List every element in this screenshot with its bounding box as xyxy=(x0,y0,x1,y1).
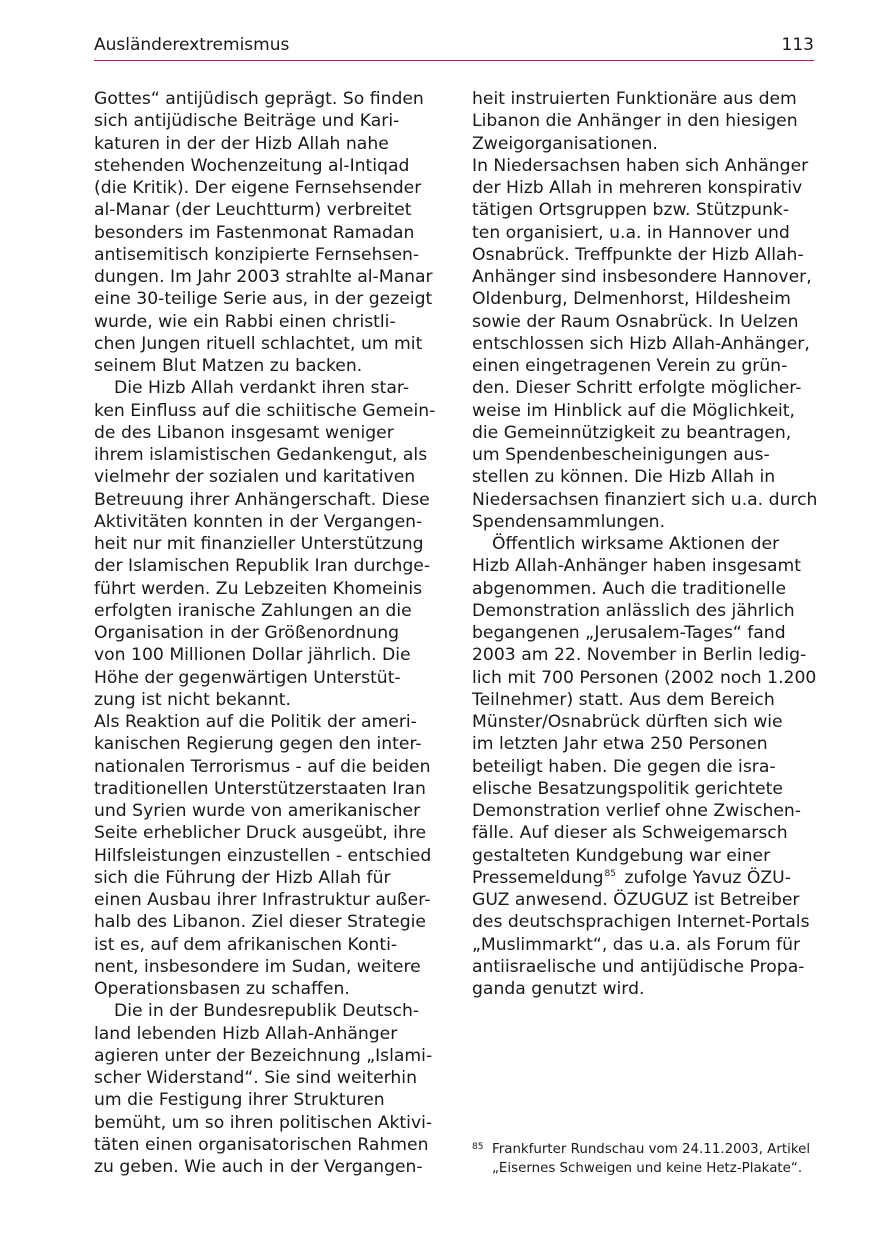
text-line: Niedersachsen finanziert sich u.a. durch xyxy=(472,489,818,510)
text-line: ist es, auf dem afrikanischen Konti- xyxy=(94,934,398,955)
text-line: de des Libanon insgesamt weniger xyxy=(94,422,394,443)
text-line: entschlossen sich Hizb Allah-Anhänger, xyxy=(472,333,810,354)
text-line: stehenden Wochenzeitung al-Intiqad xyxy=(94,155,410,176)
text-line: beteiligt haben. Die gegen die isra- xyxy=(472,756,776,777)
text-line: wurde, wie ein Rabbi einen christli- xyxy=(94,311,396,332)
text-line: al-Manar (der Leuchtturm) verbreitet xyxy=(94,200,412,221)
text-line: abgenommen. Auch die traditionelle xyxy=(472,578,787,599)
text-line: Libanon die Anhänger in den hiesigen xyxy=(472,111,798,132)
paragraph-start-line: Die Hizb Allah verdankt ihren star- xyxy=(114,378,410,399)
text-line: katuren in der der Hizb Allah nahe xyxy=(94,133,389,154)
text-line: sich die Führung der Hizb Allah für xyxy=(94,867,391,888)
text-line: der Islamischen Republik Iran durchge- xyxy=(94,556,431,577)
text-line: scher Widerstand“. Sie sind weiterhin xyxy=(94,1068,417,1088)
text-line: einen eingetragenen Verein zu grün- xyxy=(472,356,788,376)
text-line: Anhänger sind insbesondere Hannover, xyxy=(472,267,812,287)
text-line: elische Besatzungspolitik gerichtete xyxy=(472,778,783,799)
text-line: ihrem islamistischen Gedankengut, als xyxy=(94,445,428,465)
text-line: Höhe der gegenwärtigen Unterstüt- xyxy=(94,667,401,688)
text-line: Teilnehmer) statt. Aus dem Bereich xyxy=(472,689,775,710)
text-line: täten einen organisatorischen Rahmen xyxy=(94,1134,429,1155)
text-line: besonders im Fastenmonat Ramadan xyxy=(94,222,415,243)
text-line: zung ist nicht bekannt. xyxy=(94,689,291,710)
text-line: heit instruierten Funktionäre aus dem xyxy=(472,89,797,109)
footnote-number: 85 xyxy=(472,1142,484,1152)
text-line: um Spendenbescheinigungen aus- xyxy=(472,445,770,465)
text-line: kanischen Regierung gegen den inter- xyxy=(94,734,422,755)
text-line: nent, insbesondere im Sudan, weitere xyxy=(94,956,421,977)
text-line: „Muslimmarkt“, das u.a. als Forum für xyxy=(472,934,801,955)
text-line: den. Dieser Schritt erfolgte möglicher- xyxy=(472,378,802,399)
header-rule xyxy=(94,60,814,61)
running-header xyxy=(94,34,814,60)
footnote-reference[interactable]: 85 xyxy=(604,868,616,879)
text-line: bemüht, um so ihren politischen Aktivi- xyxy=(94,1112,433,1133)
text-line: GUZ anwesend. ÖZUGUZ ist Betreiber xyxy=(472,890,800,910)
text-line: dungen. Im Jahr 2003 strahlte al-Manar xyxy=(94,267,433,287)
paragraph-start-line: Als Reaktion auf die Politik der ameri- xyxy=(94,712,417,732)
text-line: agieren unter der Bezeichnung „Islami- xyxy=(94,1045,433,1066)
paragraph-start-line: Die in der Bundesrepublik Deutsch- xyxy=(114,1001,420,1022)
text-line: Betreuung ihrer Anhängerschaft. Diese xyxy=(94,489,430,510)
text-line: Demonstration anlässlich des jährlich xyxy=(472,600,795,621)
paragraph-start-line: Öffentlich wirksame Aktionen der xyxy=(492,534,780,554)
left-column xyxy=(94,88,437,1178)
text-line: Spendensammlungen. xyxy=(472,511,666,532)
text-line: sich antijüdische Beiträge und Kari- xyxy=(94,111,400,132)
text-line: von 100 Millionen Dollar jährlich. Die xyxy=(94,645,411,666)
text-line: des deutschsprachigen Internet-Portals xyxy=(472,912,810,933)
text-line: Gottes“ antijüdisch geprägt. So finden xyxy=(94,89,424,109)
text-line: im letzten Jahr etwa 250 Personen xyxy=(472,734,768,755)
text-line: Aktivitäten konnten in der Vergangen- xyxy=(94,511,423,532)
text-line: vielmehr der sozialen und karitativen xyxy=(94,467,416,488)
text-line: eine 30-teilige Serie aus, in der gezeigt xyxy=(94,289,433,310)
text-line: 2003 am 22. November in Berlin ledig- xyxy=(472,645,807,666)
text-line: Osnabrück. Treffpunkte der Hizb Allah- xyxy=(472,244,804,265)
text-line: land lebenden Hizb Allah-Anhänger xyxy=(94,1023,398,1044)
text-line: gestalteten Kundgebung war einer xyxy=(472,845,771,866)
header-title: Ausländerextremismus xyxy=(94,35,290,55)
right-column xyxy=(472,88,818,1000)
text-line: antiisraelische und antijüdische Propa- xyxy=(472,956,805,977)
text-line: Organisation in der Größenordnung xyxy=(94,623,400,643)
text-line: seinem Blut Matzen zu backen. xyxy=(94,356,363,376)
text-line: ganda genutzt wird. xyxy=(472,979,645,999)
text-line: antisemitisch konzipierte Fernsehsen- xyxy=(94,244,420,265)
footnote xyxy=(472,1140,822,1178)
text-line: nationalen Terrorismus - auf die beiden xyxy=(94,756,431,777)
text-line: traditionellen Unterstützerstaaten Iran xyxy=(94,778,426,799)
text-line: tätigen Ortsgruppen bzw. Stützpunk- xyxy=(472,200,790,221)
text-line: um die Festigung ihrer Strukturen xyxy=(94,1090,385,1111)
text-line: halb des Libanon. Ziel dieser Strategie xyxy=(94,912,427,933)
text-segment: Pressemeldung xyxy=(472,867,604,888)
text-segment: zufolge Yavuz ÖZU- xyxy=(624,867,791,888)
text-line: Hilfsleistungen einzustellen - entschied xyxy=(94,845,432,866)
text-line: und Syrien wurde von amerikanischer xyxy=(94,801,421,821)
text-line: führt werden. Zu Lebzeiten Khomeinis xyxy=(94,578,423,599)
text-line: ten organisiert, u.a. in Hannover und xyxy=(472,222,790,243)
text-line: Oldenburg, Delmenhorst, Hildesheim xyxy=(472,289,791,310)
text-line-with-footnote xyxy=(472,867,815,889)
text-line: heit nur mit finanzieller Unterstützung xyxy=(94,534,424,554)
text-line: sowie der Raum Osnabrück. In Uelzen xyxy=(472,311,799,332)
text-line: Hizb Allah-Anhänger haben insgesamt xyxy=(472,556,801,577)
text-line: chen Jungen rituell schlachtet, um mit xyxy=(94,333,423,354)
text-line: Zweigorganisationen. xyxy=(472,133,658,154)
text-line: (die Kritik). Der eigene Fernsehsender xyxy=(94,178,422,198)
text-line: stellen zu können. Die Hizb Allah in xyxy=(472,467,776,488)
text-line: die Gemeinnützigkeit zu beantragen, xyxy=(472,422,792,443)
text-line: Münster/Osnabrück dürften sich wie xyxy=(472,712,783,732)
text-line: lich mit 700 Personen (2002 noch 1.200 xyxy=(472,667,817,688)
text-line: Demonstration verlief ohne Zwischen- xyxy=(472,801,802,821)
footnote-line: Frankfurter Rundschau vom 24.11.2003, Artikel xyxy=(492,1142,811,1157)
page-number: 113 xyxy=(781,35,814,55)
text-line: einen Ausbau ihrer Infrastruktur außer- xyxy=(94,890,431,910)
text-line: fälle. Auf dieser als Schweigemarsch xyxy=(472,823,788,844)
footnote-line: „Eisernes Schweigen und keine Hetz-Plakate“. xyxy=(492,1161,803,1176)
text-line: begangenen „Jerusalem-Tages“ fand xyxy=(472,623,786,643)
text-line: ken Einfluss auf die schiitische Gemein- xyxy=(94,400,436,421)
text-line: Operationsbasen zu schaffen. xyxy=(94,979,350,999)
text-line: der Hizb Allah in mehreren konspirativ xyxy=(472,178,803,198)
text-line: weise im Hinblick auf die Möglichkeit, xyxy=(472,400,796,421)
text-line: zu geben. Wie auch in der Vergangen- xyxy=(94,1157,423,1177)
text-line: erfolgten iranische Zahlungen an die xyxy=(94,600,412,621)
text-line: Seite erheblicher Druck ausgeübt, ihre xyxy=(94,823,427,844)
paragraph-start-line: In Niedersachsen haben sich Anhänger xyxy=(472,155,809,176)
